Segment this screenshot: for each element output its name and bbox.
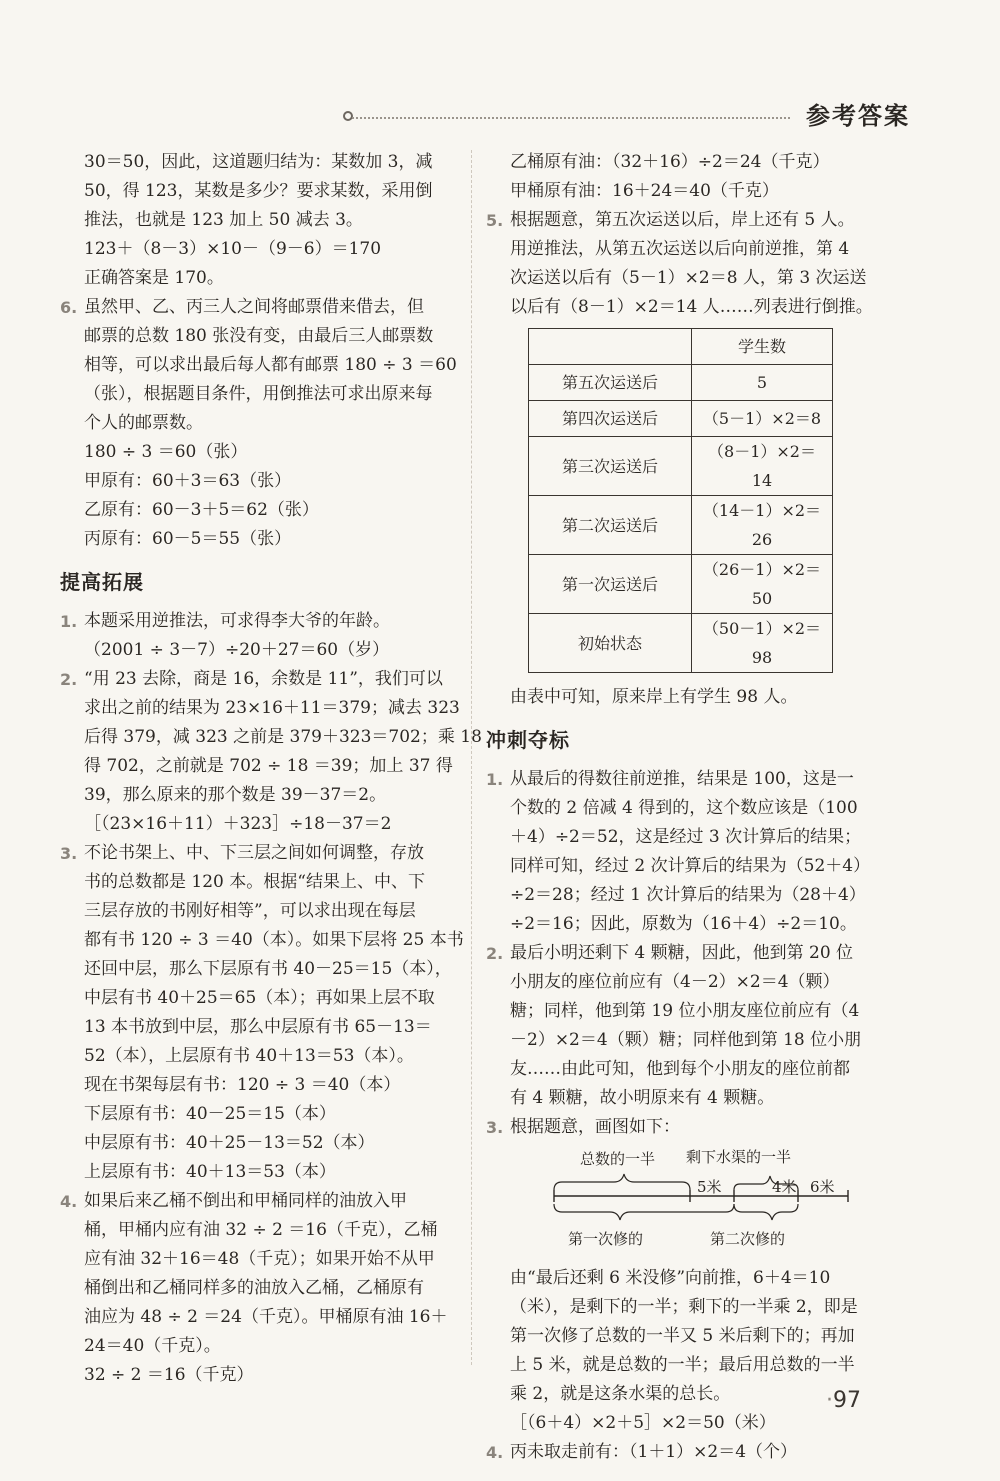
formula: 下层原有书：40－25＝15（本） xyxy=(84,1104,336,1124)
table-row xyxy=(529,555,833,614)
brace-first-repair xyxy=(554,1204,734,1220)
right-column xyxy=(486,148,880,1467)
item-number: 6. xyxy=(60,298,78,317)
label-6m: 6米 xyxy=(810,1178,835,1196)
table-header-cell: 学生数 xyxy=(692,329,833,365)
item-number: 5. xyxy=(486,211,504,230)
formula: 丙原有：60－5＝55（张） xyxy=(84,529,292,549)
formula: 中层原有书：40＋25－13＝52（本） xyxy=(84,1133,375,1153)
table-cell: 第三次运送后 xyxy=(529,437,692,496)
extend-answer-4-continued xyxy=(486,148,880,206)
header-ornament-dot xyxy=(343,111,353,121)
table-cell: 第二次运送后 xyxy=(529,496,692,555)
item-number: 4. xyxy=(486,1443,504,1462)
table-cell: 第五次运送后 xyxy=(529,365,692,401)
section-heading-extend: 提高拓展 xyxy=(60,570,144,594)
page-number-dot: · xyxy=(826,1388,833,1413)
answer-6: 6. 虽然甲、乙、丙三人之间将邮票借来借去，但 邮票的总数 180 张没有变，由最后三人邮票数 相等，可以求出最后每人都有邮票 180 ÷ 3 ＝60 （张），根据题目条件，用倒推法可求出原来每 个人的邮票数。 180 ÷ 3 ＝60（张） 甲原有：60＋3＝63（张） 乙原有：60－3＋5＝62（张） 丙原有：60－5＝55（张） xyxy=(60,293,450,554)
table-conclusion: 由表中可知，原来岸上有学生 98 人。 xyxy=(510,687,798,707)
table-cell: 第四次运送后 xyxy=(529,401,692,437)
table-cell: 初始状态 xyxy=(529,614,692,673)
page-number: ·97 xyxy=(826,1388,861,1413)
left-column xyxy=(60,148,482,1390)
table-cell: 5 xyxy=(692,365,833,401)
canal-diagram xyxy=(510,1146,880,1258)
section-heading-sprint: 冲刺夺标 xyxy=(486,728,570,752)
formula: 甲原有：60＋3＝63（张） xyxy=(84,471,292,491)
formula: 180 ÷ 3 ＝60（张） xyxy=(84,442,248,462)
table-row xyxy=(529,365,833,401)
label-first-repair: 第一次修的 xyxy=(568,1230,644,1248)
table-row xyxy=(529,401,833,437)
extend-answer-3: 3. 不论书架上、中、下三层之间如何调整，存放 书的总数都是 120 本。根据“结果上、中、下 三层存放的书刚好相等”，可以求出现在每层 都有书 120 ÷ 3 ＝40（本）。如果下层将 25 本书 还回中层，那么下层原有书 40－25＝15（本）， 中层有书 40＋25＝65（本）；再如果上层不取 13 本书放到中层，那么中层原有书 65－13＝ 52（本），上层原有书 40＋13＝53（本）。 现在书架每层有书：120 ÷ 3 ＝40（本） 下层原有书：40－25＝15（本） 中层原有书：40＋25－13＝52（本） 上层原有书：40＋13＝53（本） xyxy=(60,839,450,1187)
label-half-rest: 剩下水渠的一半 xyxy=(686,1148,792,1166)
item-number: 1. xyxy=(60,612,78,631)
formula: （2001 ÷ 3－7）÷20＋27＝60（岁） xyxy=(84,640,390,660)
table-cell: 第一次运送后 xyxy=(529,555,692,614)
sprint-answer-2: 2. 最后小明还剩下 4 颗糖，因此，他到第 20 位 小朋友的座位前应有（4－2）×2＝4（颗） 糖；同样，他到第 19 位小朋友座位前应有（4 －2）×2＝4（颗）糖；同样他到第 18 位小朋 友……由此可知，他到每个小朋友的座位前都 有 4 颗糖，故小明原来有 4 颗糖。 xyxy=(486,939,880,1113)
formula: ［（23×16＋11）＋323］÷18－37＝2 xyxy=(84,814,392,834)
extend-answer-4: 4. 如果后来乙桶不倒出和甲桶同样的油放入甲 桶，甲桶内应有油 32 ÷ 2 ＝16（千克），乙桶 应有油 32＋16＝48（千克）；如果开始不从甲 桶倒出和乙桶同样多的油放入乙桶，乙桶原有 油应为 48 ÷ 2 ＝24（千克）。甲桶原有油 16＋ 24＝40（千克）。 32 ÷ 2 ＝16（千克） xyxy=(60,1187,450,1390)
table-row xyxy=(529,614,833,673)
item-number: 1. xyxy=(486,770,504,789)
label-second-repair: 第二次修的 xyxy=(710,1230,786,1248)
formula: 现在书架每层有书：120 ÷ 3 ＝40（本） xyxy=(84,1075,401,1095)
item-number: 2. xyxy=(60,670,78,689)
item-number: 4. xyxy=(60,1192,78,1211)
table-row xyxy=(529,496,833,555)
formula: 乙桶原有油：（32＋16）÷2＝24（千克） xyxy=(510,152,830,172)
canal-diagram-svg xyxy=(510,1146,880,1258)
formula: 123＋（8－3）×10－（9－6）＝170 xyxy=(84,239,382,259)
label-5m: 5米 xyxy=(697,1178,722,1196)
brace-second-repair xyxy=(734,1204,798,1220)
label-4m: 4米 xyxy=(772,1178,797,1196)
answer-5-continued: 30＝50，因此，这道题归结为：某数加 3，减 50，得 123，某数是多少？要求某数，采用倒 推法，也就是 123 加上 50 减去 3。 123＋（8－3）×10－（9－6）＝170 正确答案是 170。 xyxy=(60,148,450,293)
label-half-total: 总数的一半 xyxy=(580,1150,656,1168)
table-header-row xyxy=(529,329,833,365)
table-row xyxy=(529,437,833,496)
sprint-answer-4: 4. 丙未取走前有：（1＋1）×2＝4（个） xyxy=(486,1438,880,1467)
formula: 上层原有书：40＋13＝53（本） xyxy=(84,1162,336,1182)
header-title: 参考答案 xyxy=(806,102,910,130)
table-cell: （5－1）×2＝8 xyxy=(692,401,833,437)
item-number: 3. xyxy=(60,844,78,863)
sprint-answer-3-explanation: 由“最后还剩 6 米没修”向前推，6＋4＝10 （米），是剩下的一半；剩下的一半乘 2，即是 第一次修了总数的一半又 5 米后剩下的；再加 上 5 米，就是总数的一半；最后用总数的一半 乘 2，就是这条水渠的总长。 ［（6＋4）×2＋5］×2＝50（米） xyxy=(486,1264,880,1438)
item-number: 2. xyxy=(486,944,504,963)
sprint-answer-3: 3. 根据题意，画图如下： xyxy=(486,1113,880,1142)
table-cell: （14－1）×2＝26 xyxy=(692,496,833,555)
table-cell: （50－1）×2＝98 xyxy=(692,614,833,673)
formula: 32 ÷ 2 ＝16（千克） xyxy=(84,1365,254,1385)
extend-answer-1: 1. 本题采用逆推法，可求得李大爷的年龄。 （2001 ÷ 3－7）÷20＋27＝60（岁） xyxy=(60,607,450,665)
transport-table xyxy=(528,328,833,673)
formula: 乙原有：60－3＋5＝62（张） xyxy=(84,500,319,520)
item-number: 3. xyxy=(486,1118,504,1137)
extend-answer-5: 5. 根据题意，第五次运送以后，岸上还有 5 人。 用逆推法，从第五次运送以后向前逆推，第 4 次运送以后有（5－1）×2＝8 人，第 3 次运送 以后有（8－1）×2＝14 人……列表进行倒推。 xyxy=(486,206,880,322)
brace-half-total xyxy=(554,1174,690,1190)
table-header-cell xyxy=(529,329,692,365)
table-cell: （26－1）×2＝50 xyxy=(692,555,833,614)
formula: 甲桶原有油：16＋24＝40（千克） xyxy=(510,181,779,201)
formula: ［（6＋4）×2＋5］×2＝50（米） xyxy=(510,1413,776,1433)
column-divider xyxy=(471,150,472,1365)
sprint-answer-1: 1. 从最后的得数往前逆推，结果是 100，这是一 个数的 2 倍减 4 得到的，这个数应该是（100 ＋4）÷2＝52，这是经过 3 次计算后的结果； 同样可知，经过 2 次计算后的结果为（52＋4） ÷2＝28；经过 1 次计算后的结果为（28＋4） ÷2＝16；因此，原数为（16＋4）÷2＝10。 xyxy=(486,765,880,939)
extend-answer-2: 2. “用 23 去除，商是 16，余数是 11”，我们可以 求出之前的结果为 23×16＋11＝379；减去 323 后得 379，减 323 之前是 379＋323＝702；乘 18 得 702，之前就是 702 ÷ 18 ＝39；加上 37 得 39，那么原来的那个数是 39－37＝2。 ［（23×16＋11）＋323］÷18－37＝2 xyxy=(60,665,450,839)
table-cell: （8－1）×2＝14 xyxy=(692,437,833,496)
header-dotted-rule xyxy=(352,117,790,119)
